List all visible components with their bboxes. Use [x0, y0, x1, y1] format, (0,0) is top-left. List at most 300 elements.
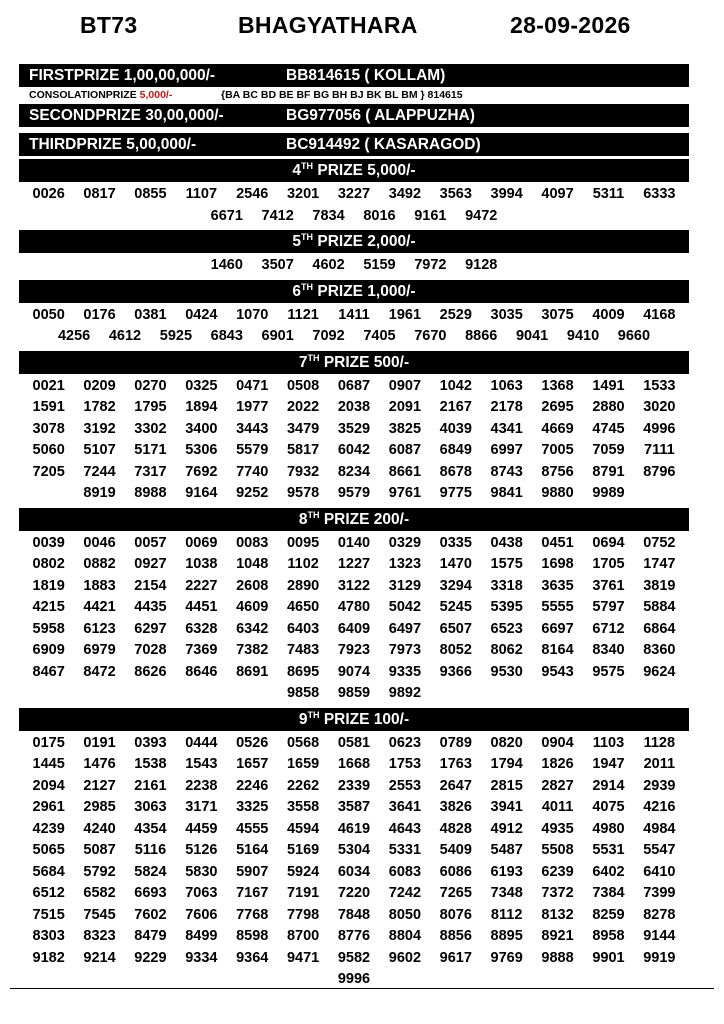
winning-number: 9582 [337, 949, 371, 966]
number-row [19, 376, 689, 398]
winning-number: 2939 [643, 777, 676, 794]
winning-number: 6697 [541, 620, 574, 637]
winning-number: 3507 [261, 257, 294, 273]
winning-number: 3641 [388, 799, 422, 815]
winning-number: 4435 [134, 599, 167, 615]
winning-number: 1460 [210, 257, 243, 273]
winning-number: 3020 [643, 399, 676, 415]
winning-number: 9858 [286, 685, 320, 701]
winning-number: 3302 [134, 420, 167, 437]
number-row [19, 533, 689, 555]
winning-number: 0752 [643, 534, 676, 551]
winning-number: 5331 [388, 842, 422, 858]
prize-6-header [19, 280, 689, 303]
winning-number: 7692 [185, 463, 218, 480]
prize-7-numbers [19, 374, 689, 508]
winning-number: 9144 [643, 928, 676, 944]
winning-number: 1070 [236, 306, 269, 323]
winning-number: 8796 [643, 463, 676, 480]
winning-number: 0140 [337, 534, 371, 551]
winning-number: 6997 [490, 442, 523, 458]
winning-number: 4828 [439, 820, 472, 837]
winning-number: 0329 [388, 534, 422, 551]
prize-amount: PRIZE 5,000/- [313, 162, 416, 179]
winning-number: 3171 [185, 799, 218, 815]
prize-9-header [19, 708, 689, 731]
winning-number: 1128 [643, 734, 676, 751]
winning-number: 3227 [337, 186, 371, 202]
winning-number: 0270 [134, 377, 167, 394]
bottom-divider [10, 988, 714, 989]
prize-rank-suffix: TH [301, 281, 314, 292]
winning-number: 0050 [32, 306, 65, 323]
winning-number: 5065 [32, 842, 65, 858]
winning-number: 6403 [286, 620, 320, 637]
winning-number: 6333 [643, 186, 676, 202]
winning-number: 8323 [83, 928, 116, 944]
winning-number: 7167 [236, 885, 269, 901]
winning-number: 6409 [337, 620, 371, 637]
number-row [19, 576, 689, 598]
winning-number: 4555 [236, 820, 269, 837]
winning-number: 9410 [566, 328, 600, 344]
winning-number: 1826 [541, 756, 574, 772]
winning-number: 7973 [388, 642, 422, 658]
winning-number: 8259 [592, 906, 625, 923]
winning-number: 4011 [541, 799, 574, 815]
winning-number: 3825 [388, 420, 422, 437]
winning-number: 4650 [286, 599, 320, 615]
winning-number: 3587 [337, 799, 371, 815]
prize-rank-suffix: TH [307, 352, 320, 363]
winning-number: 1782 [83, 399, 116, 415]
prize-sections [19, 159, 689, 994]
winning-number: 3122 [337, 577, 371, 594]
number-row [19, 619, 689, 641]
winning-number: 9602 [388, 949, 422, 966]
winning-number: 3819 [643, 577, 676, 594]
winning-number: 1445 [32, 756, 65, 772]
winning-number: 6693 [134, 885, 167, 901]
winning-number: 1961 [388, 306, 422, 323]
winning-number: 4594 [286, 820, 320, 837]
number-row [19, 206, 689, 228]
winning-number: 2985 [83, 799, 116, 815]
winning-number: 7242 [388, 885, 422, 901]
winning-number: 8360 [643, 642, 676, 658]
winning-number: 0046 [83, 534, 116, 551]
second-prize-winner: BG977056 ( ALAPPUZHA) [286, 107, 475, 124]
number-row [19, 440, 689, 462]
winning-number: 8164 [541, 642, 574, 658]
winning-number: 2890 [286, 577, 320, 594]
winning-number: 3325 [236, 799, 269, 815]
winning-number: 0508 [286, 377, 320, 394]
number-row [19, 840, 689, 862]
winning-number: 8856 [439, 928, 472, 944]
winning-number: 4097 [541, 186, 574, 202]
winning-number: 0817 [83, 186, 116, 202]
winning-number: 6297 [134, 620, 167, 637]
winning-number: 4996 [643, 420, 676, 437]
result-header [0, 12, 724, 44]
winning-number: 3075 [541, 306, 574, 323]
winning-number: 6849 [439, 442, 472, 458]
winning-number: 8988 [134, 485, 167, 501]
winning-number: 6909 [32, 642, 65, 658]
winning-number: 7382 [236, 642, 269, 658]
winning-number: 5126 [185, 842, 218, 858]
winning-number: 6512 [32, 885, 65, 901]
winning-number: 2815 [490, 777, 523, 794]
winning-number: 3941 [490, 799, 523, 815]
winning-number: 4459 [185, 820, 218, 837]
winning-number: 9214 [83, 949, 116, 966]
winning-number: 5797 [592, 599, 625, 615]
winning-number: 3826 [439, 799, 472, 815]
winning-number: 4612 [108, 328, 142, 344]
winning-number: 1543 [185, 756, 218, 772]
prize-4-header [19, 159, 689, 182]
winning-number: 3192 [83, 420, 116, 437]
winning-number: 8700 [286, 928, 320, 944]
winning-number: 9892 [388, 685, 422, 701]
prize-rank: 5 [292, 233, 302, 250]
winning-number: 0526 [236, 734, 269, 751]
winning-number: 2608 [236, 577, 269, 594]
winning-number: 1977 [236, 399, 269, 415]
winning-number: 3492 [388, 186, 422, 202]
winning-number: 6042 [337, 442, 371, 458]
winning-number: 9660 [617, 328, 651, 344]
winning-number: 9989 [592, 485, 625, 501]
winning-number: 4341 [490, 420, 523, 437]
winning-number: 7092 [312, 328, 345, 344]
winning-number: 0904 [541, 734, 574, 751]
number-row [19, 305, 689, 327]
winning-number: 0175 [32, 734, 65, 751]
winning-number: 0026 [32, 186, 65, 202]
result-sheet [19, 64, 689, 994]
winning-number: 6034 [337, 863, 371, 880]
winning-number: 5958 [32, 620, 65, 637]
prize-amount: PRIZE 2,000/- [313, 233, 416, 250]
winning-number: 1491 [592, 377, 625, 394]
winning-number: 9128 [465, 257, 498, 273]
winning-number: 8132 [541, 906, 574, 923]
winning-number: 5164 [236, 842, 269, 858]
winning-number: 7005 [541, 442, 574, 458]
lottery-name: BHAGYATHARA [238, 12, 418, 38]
winning-number: 7923 [337, 642, 371, 658]
winning-number: 9335 [388, 663, 422, 680]
winning-number: 6123 [83, 620, 116, 637]
winning-number: 5508 [541, 842, 574, 858]
winning-number: 1103 [592, 734, 625, 751]
winning-number: 4980 [592, 820, 625, 837]
winning-number: 8467 [32, 663, 65, 680]
winning-number: 4216 [643, 799, 676, 815]
winning-number: 9575 [592, 663, 625, 680]
winning-number: 3443 [236, 420, 269, 437]
winning-number: 0039 [32, 534, 65, 551]
winning-number: 5169 [286, 842, 320, 858]
winning-number: 9579 [337, 485, 371, 501]
winning-number: 7384 [592, 885, 625, 901]
winning-number: 0325 [185, 377, 218, 394]
winning-number: 8646 [185, 663, 218, 680]
winning-number: 7372 [541, 885, 574, 901]
winning-number: 7412 [261, 207, 294, 224]
winning-number: 1947 [592, 756, 625, 772]
number-row [19, 797, 689, 819]
winning-number: 7483 [286, 642, 320, 658]
winning-number: 9530 [490, 663, 523, 680]
winning-number: 1575 [490, 556, 523, 572]
winning-number: 1763 [439, 756, 472, 772]
prize-6-numbers [19, 303, 689, 351]
winning-number: 9364 [236, 949, 269, 966]
winning-number: 2553 [388, 777, 422, 794]
winning-number: 7205 [32, 463, 65, 480]
winning-number: 5924 [286, 863, 320, 880]
prize-rank-suffix: TH [301, 232, 314, 242]
winning-number: 5159 [363, 257, 396, 273]
winning-number: 6193 [490, 863, 523, 880]
winning-number: 4619 [337, 820, 371, 837]
winning-number: 8598 [236, 928, 269, 944]
number-row [19, 597, 689, 619]
winning-number: 3400 [185, 420, 218, 437]
winning-number: 6328 [185, 620, 218, 637]
winning-number: 7348 [490, 885, 523, 901]
winning-number: 1042 [439, 377, 472, 394]
winning-number: 1753 [388, 756, 422, 772]
winning-number: 0855 [134, 186, 167, 202]
winning-number: 3563 [439, 186, 472, 202]
winning-number: 9074 [337, 663, 371, 680]
winning-number: 6582 [83, 885, 116, 901]
prize-amount: PRIZE 200/- [319, 510, 410, 528]
winning-number: 5306 [185, 442, 218, 458]
winning-number: 4039 [439, 420, 472, 437]
winning-number: 0471 [236, 377, 269, 394]
winning-number: 0438 [490, 534, 523, 551]
winning-number: 5304 [337, 842, 371, 858]
winning-number: 4602 [312, 257, 345, 273]
winning-number: 7405 [363, 328, 396, 344]
winning-number: 4075 [592, 799, 625, 815]
winning-number: 7111 [644, 442, 675, 458]
winning-number: 8866 [465, 328, 498, 344]
winning-number: 5884 [643, 599, 676, 615]
winning-number: 5792 [83, 863, 116, 880]
winning-number: 9919 [643, 949, 676, 966]
number-row [19, 184, 689, 206]
number-row [19, 483, 689, 505]
winning-number: 3063 [134, 799, 167, 815]
winning-number: 4935 [541, 820, 574, 837]
winning-number: 1657 [236, 756, 269, 772]
winning-number: 5116 [134, 842, 167, 858]
winning-number: 7063 [185, 885, 218, 901]
winning-number: 8695 [286, 663, 320, 680]
draw-date: 28-09-2026 [510, 12, 631, 38]
winning-number: 3201 [286, 186, 320, 202]
winning-number: 2022 [286, 399, 320, 415]
winning-number: 8626 [134, 663, 167, 680]
winning-number: 3078 [32, 420, 65, 437]
winning-number: 8756 [541, 463, 574, 480]
winning-number: 5487 [490, 842, 523, 858]
winning-number: 1533 [643, 377, 676, 394]
winning-number: 0381 [134, 306, 167, 323]
winning-number: 3129 [388, 577, 422, 594]
winning-number: 4239 [32, 820, 65, 837]
winning-number: 7220 [337, 885, 371, 901]
winning-number: 4912 [490, 820, 523, 837]
winning-number: 5409 [439, 842, 472, 858]
winning-number: 7059 [592, 442, 625, 458]
winning-number: 6864 [643, 620, 676, 637]
winning-number: 0568 [286, 734, 320, 751]
prize-rank: 9 [298, 710, 308, 728]
prize-8-header [19, 508, 689, 531]
consolation-label: CONSOLATIONPRIZE 5,000/- [29, 89, 173, 101]
number-row [19, 733, 689, 755]
first-prize-label: FIRSTPRIZE 1,00,00,000/- [29, 67, 216, 84]
winning-number: 5579 [236, 442, 269, 458]
winning-number: 6402 [592, 863, 625, 880]
first-prize-winner: BB814615 ( KOLLAM) [286, 67, 446, 84]
winning-number: 9161 [414, 207, 447, 224]
winning-number: 5925 [159, 328, 193, 344]
prize-rank: 6 [292, 282, 302, 300]
winning-number: 5824 [134, 863, 167, 880]
winning-number: 1883 [83, 577, 116, 594]
prize-rank: 8 [298, 510, 308, 528]
winning-number: 6712 [592, 620, 625, 637]
winning-number: 9041 [515, 328, 549, 344]
winning-number: 5547 [643, 842, 676, 858]
prize-4-numbers [19, 182, 689, 230]
winning-number: 8479 [134, 928, 167, 944]
winning-number: 0802 [32, 556, 65, 572]
winning-number: 1048 [236, 556, 269, 572]
winning-number: 3294 [439, 577, 472, 594]
winning-number: 9252 [236, 485, 269, 501]
prize-5-numbers [19, 253, 689, 280]
winning-number: 8234 [337, 463, 371, 480]
winning-number: 7932 [286, 463, 320, 480]
winning-number: 7191 [286, 885, 320, 901]
winning-number: 0095 [286, 534, 320, 551]
winning-number: 9164 [185, 485, 218, 501]
number-row [19, 662, 689, 684]
winning-number: 6086 [439, 863, 472, 880]
winning-number: 6979 [83, 642, 116, 658]
prize-amount: PRIZE 1,000/- [313, 282, 416, 300]
winning-number: 5087 [83, 842, 116, 858]
winning-number: 1747 [643, 556, 676, 572]
winning-number: 2154 [134, 577, 167, 594]
winning-number: 2546 [236, 186, 269, 202]
winning-number: 2647 [439, 777, 472, 794]
winning-number: 7265 [439, 885, 472, 901]
third-prize-bar [19, 133, 689, 156]
winning-number: 1659 [286, 756, 320, 772]
winning-number: 8921 [541, 928, 574, 944]
winning-number: 1705 [592, 556, 625, 572]
winning-number: 6497 [388, 620, 422, 637]
winning-number: 1121 [287, 306, 319, 323]
winning-number: 5555 [541, 599, 574, 615]
winning-number: 0191 [83, 734, 116, 751]
winning-number: 8472 [83, 663, 116, 680]
winning-number: 8340 [592, 642, 625, 658]
winning-number: 7768 [236, 906, 269, 923]
prize-amount: PRIZE 500/- [319, 353, 410, 371]
winning-number: 9769 [490, 949, 523, 966]
winning-number: 7244 [83, 463, 116, 480]
winning-number: 5907 [236, 863, 269, 880]
winning-number: 4256 [57, 328, 91, 344]
winning-number: 4451 [185, 599, 218, 615]
number-row [19, 862, 689, 884]
winning-number: 9901 [592, 949, 625, 966]
prize-rank-suffix: TH [301, 161, 314, 171]
winning-number: 0451 [541, 534, 574, 551]
prize-rank-suffix: TH [307, 509, 320, 520]
number-row [19, 905, 689, 927]
winning-number: 9182 [32, 949, 65, 966]
winning-number: 1063 [490, 377, 523, 394]
winning-number: 5171 [134, 442, 167, 458]
winning-number: 2094 [32, 777, 65, 794]
winning-number: 9888 [541, 949, 574, 966]
winning-number: 1794 [490, 756, 523, 772]
winning-number: 1591 [32, 399, 65, 415]
winning-number: 4168 [643, 306, 676, 323]
winning-number: 9229 [134, 949, 167, 966]
winning-number: 8278 [643, 906, 676, 923]
winning-number: 3994 [490, 186, 523, 202]
winning-number: 5060 [32, 442, 65, 458]
winning-number: 7515 [32, 906, 65, 923]
winning-number: 3558 [286, 799, 320, 815]
winning-number: 1411 [338, 306, 370, 323]
winning-number: 1368 [541, 377, 574, 394]
winning-number: 0820 [490, 734, 523, 751]
winning-number: 2339 [337, 777, 371, 794]
number-row [19, 776, 689, 798]
winning-number: 0581 [337, 734, 371, 751]
winning-number: 8050 [388, 906, 422, 923]
winning-number: 3529 [337, 420, 371, 437]
winning-number: 5107 [83, 442, 116, 458]
winning-number: 7670 [414, 328, 447, 344]
winning-number: 7834 [312, 207, 345, 224]
winning-number: 2827 [541, 777, 574, 794]
winning-number: 5830 [185, 863, 218, 880]
winning-number: 9880 [541, 485, 574, 501]
winning-number: 0083 [236, 534, 269, 551]
winning-number: 9775 [439, 485, 472, 501]
winning-number: 8804 [388, 928, 422, 944]
winning-number: 2262 [286, 777, 320, 794]
winning-number: 0623 [388, 734, 422, 751]
winning-number: 6507 [439, 620, 472, 637]
